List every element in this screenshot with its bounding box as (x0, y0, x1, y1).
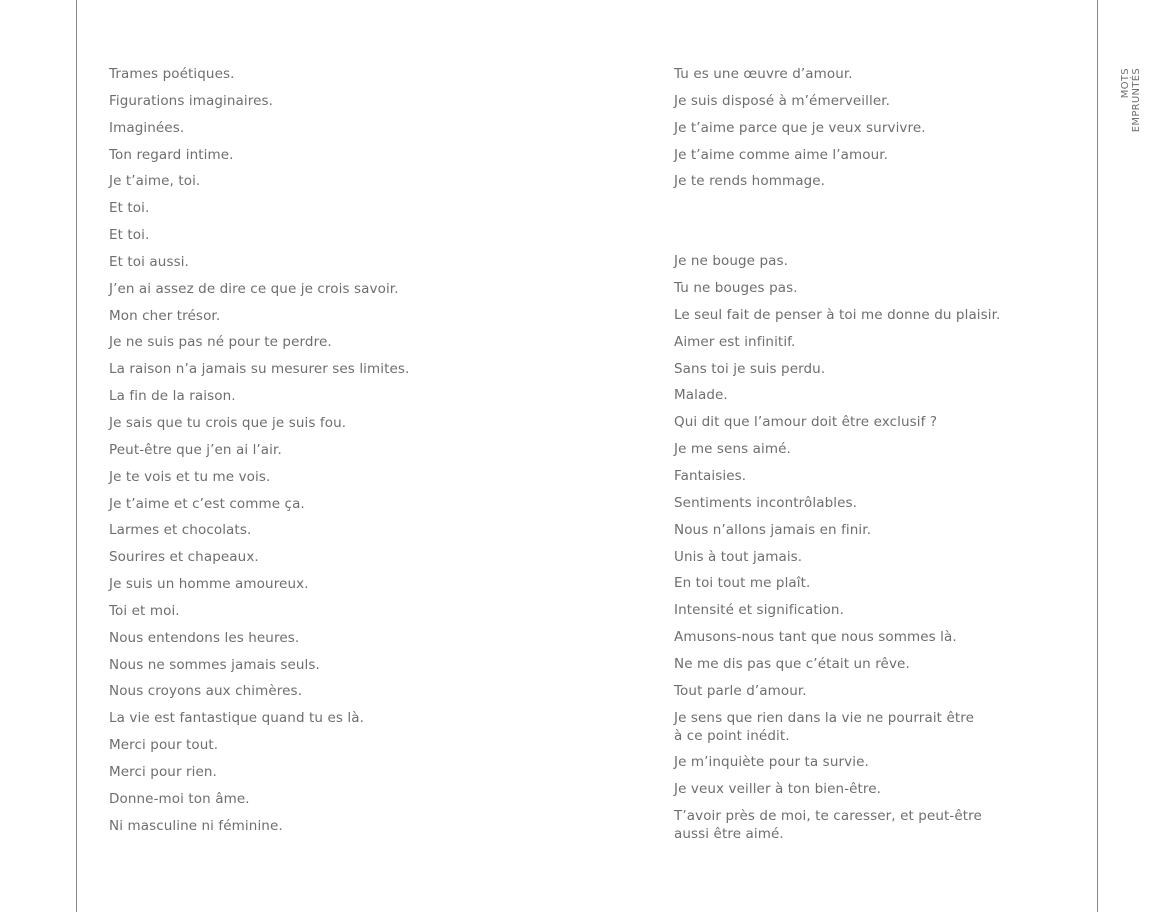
poem-right-line: Je sens que rien dans la vie ne pourrait être à ce point inédit. (674, 709, 975, 744)
poem-right-line: Je me sens aimé. (674, 441, 791, 458)
poem-left-line: Ton regard intime. (109, 146, 234, 163)
poem-column-left (109, 65, 569, 843)
poem-left-line: La raison n’a jamais su mesurer ses limites. (109, 361, 410, 378)
poem-left-line: Je t’aime, toi. (109, 173, 201, 190)
poem-left-line: Toi et moi. (109, 602, 180, 619)
poem-left-line: Larmes et chocolats. (109, 522, 252, 539)
poem-right-line: Unis à tout jamais. (674, 548, 803, 565)
poem-left-line: Figurations imaginaires. (109, 92, 274, 109)
poem-right-line: Tout parle d’amour. (674, 682, 807, 699)
page-rule-left (76, 0, 77, 912)
poem-left-line: Donne-moi ton âme. (109, 790, 250, 807)
poem-left-line: Je suis un homme amoureux. (109, 576, 309, 593)
poem-right-line: Amusons-nous tant que nous sommes là. (674, 629, 957, 646)
poem-right-line: Malade. (674, 387, 728, 404)
poem-right-line: Sans toi je suis perdu. (674, 360, 826, 377)
poem-right-line: Nous n’allons jamais en finir. (674, 521, 872, 538)
poem-right-line: Aimer est infinitif. (674, 333, 796, 350)
poem-left-line: Et toi. (109, 227, 150, 244)
poem-left-line: Nous ne sommes jamais seuls. (109, 656, 320, 673)
poem-right-line: Ne me dis pas que c’était un rêve. (674, 655, 910, 672)
poem-stanza-1 (674, 65, 1004, 190)
poem-left-line: Peut-être que j’en ai l’air. (109, 441, 282, 458)
poem-left-line: La fin de la raison. (109, 388, 236, 405)
poem-right-line: Je m’inquiète pour ta survie. (674, 754, 869, 771)
poem-right-line: T’avoir près de moi, te caresser, et peut-être aussi être aimé. (674, 808, 982, 843)
poem-right-line: Je suis disposé à m’émerveiller. (674, 92, 891, 109)
poem-left-line: J’en ai assez de dire ce que je crois savoir. (109, 280, 399, 297)
poem-left-line: Je sais que tu crois que je suis fou. (109, 414, 347, 431)
poem-right-line: Je veux veiller à ton bien-être. (674, 781, 882, 798)
section-label: MOTS EMPRUNTÉS (1120, 68, 1142, 133)
poem-left-line: Je te vois et tu me vois. (109, 468, 271, 485)
poem-right-line: Je t’aime comme aime l’amour. (674, 146, 889, 163)
poem-right-line: Je ne bouge pas. (674, 253, 789, 270)
poem-right-line: Je t’aime parce que je veux survivre. (674, 119, 926, 136)
poem-left-line: Je t’aime et c’est comme ça. (109, 495, 305, 512)
poem-left-line: Nous entendons les heures. (109, 629, 300, 646)
poem-right-line: Intensité et signification. (674, 602, 844, 619)
poem-right-line: Sentiments incontrôlables. (674, 494, 858, 511)
poem-left-line: Nous croyons aux chimères. (109, 683, 303, 700)
poem-right-line: Qui dit que l’amour doit être exclusif ? (674, 414, 938, 431)
poem-left-line: Et toi. (109, 200, 150, 217)
poem-left-line: Je ne suis pas né pour te perdre. (109, 334, 332, 351)
poem-left-line: Sourires et chapeaux. (109, 549, 259, 566)
poem-right-line: Tu es une œuvre d’amour. (674, 66, 853, 82)
poem-right-line: Le seul fait de penser à toi me donne du plaisir. (674, 306, 1001, 323)
poem-stanza-2 (674, 252, 1004, 843)
poem-left-line: Merci pour rien. (109, 763, 217, 780)
poem-left-line: La vie est fantastique quand tu es là. (109, 710, 364, 727)
poem-left-line: Imaginées. (109, 119, 185, 136)
poem-right-line: Fantaisies. (674, 467, 747, 484)
poem-column-right (674, 65, 1004, 852)
poem-left-line: Ni masculine ni féminine. (109, 817, 283, 834)
poem-left-line: Merci pour tout. (109, 737, 219, 754)
poem-right-line: En toi tout me plaît. (674, 575, 811, 592)
poem-right-line: Je te rends hommage. (674, 173, 826, 190)
poem-left-line: Trames poétiques. (109, 66, 235, 82)
poem-left-line: Et toi aussi. (109, 253, 189, 270)
stanza-gap (674, 199, 1004, 252)
poem-right-line: Tu ne bouges pas. (674, 280, 798, 297)
poem-left-line: Mon cher trésor. (109, 307, 221, 324)
page-rule-right (1097, 0, 1098, 912)
